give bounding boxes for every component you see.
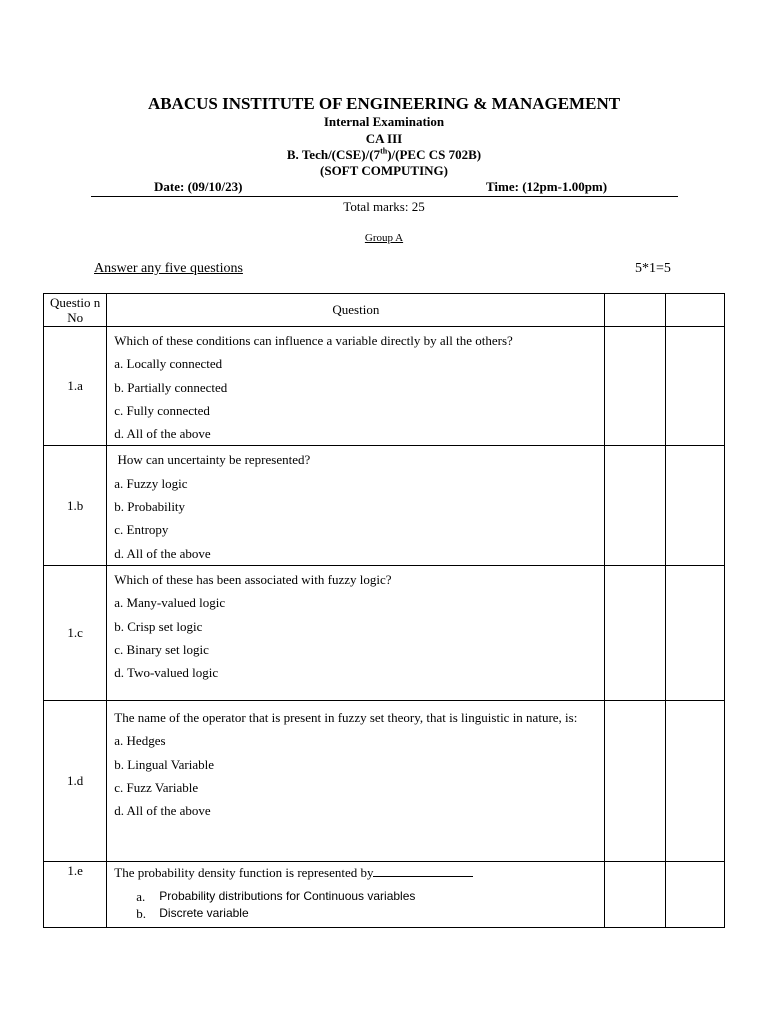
option: a. Hedges	[114, 733, 166, 749]
question-table	[43, 293, 725, 928]
marks-scheme: 5*1=5	[635, 261, 671, 276]
question-number: 1.a	[44, 327, 107, 446]
answer-cell	[605, 700, 665, 861]
option: d. All of the above	[114, 803, 211, 819]
question-number: 1.c	[44, 565, 107, 700]
question-number: 1.e	[44, 861, 107, 927]
answer-blank	[373, 864, 473, 877]
column-header-question: Question	[107, 294, 605, 327]
question-text: Which of these has been associated with fuzzy logic?	[114, 571, 392, 587]
group-label: Group A	[364, 232, 404, 244]
question-text: How can uncertainty be represented?	[114, 452, 311, 468]
column-header-blank-1	[605, 294, 665, 327]
table-header-row	[44, 294, 725, 327]
option-label: a.	[136, 888, 146, 904]
column-header-blank-2	[665, 294, 724, 327]
subject-name: (SOFT COMPUTING)	[320, 163, 448, 178]
option: a. Locally connected	[114, 356, 223, 372]
answer-cell	[605, 565, 665, 700]
option: b. Crisp set logic	[114, 618, 203, 634]
option: b. Partially connected	[114, 379, 228, 395]
answer-cell	[605, 861, 665, 927]
question-text-line	[114, 864, 604, 882]
table-row	[44, 327, 725, 446]
option	[114, 905, 604, 922]
table-row	[44, 861, 725, 927]
institute-name: ABACUS INSTITUTE OF ENGINEERING & MANAGEMENT	[147, 94, 621, 113]
table-row	[44, 446, 725, 565]
instruction-text: Answer any five questions	[94, 261, 243, 276]
question-cell	[107, 446, 605, 565]
option: c. Fully connected	[114, 402, 210, 418]
option: d. Two-valued logic	[114, 665, 219, 681]
table-row	[44, 700, 725, 861]
answer-cell	[605, 327, 665, 446]
question-number: 1.d	[44, 700, 107, 861]
option-text: Discrete variable	[159, 905, 249, 920]
question-text: Which of these conditions can influence a variable directly by all the others?	[114, 333, 513, 348]
option: a. Many-valued logic	[114, 595, 226, 611]
question-cell	[107, 700, 605, 861]
option: b. Probability	[114, 499, 186, 515]
marks-cell	[665, 861, 724, 927]
option: b. Lingual Variable	[114, 756, 215, 772]
option-list	[114, 888, 604, 922]
course-code-pre: B. Tech/(CSE)/(7	[286, 147, 381, 162]
header-divider	[91, 196, 678, 197]
course-code	[0, 147, 768, 163]
option-label: b.	[136, 905, 147, 921]
question-cell	[107, 327, 605, 446]
marks-cell	[665, 446, 724, 565]
question-text: The probability density function is represented by	[114, 864, 374, 880]
question-cell	[107, 861, 605, 927]
column-header-qno: Questio n No	[44, 294, 107, 327]
option: d. All of the above	[114, 545, 211, 561]
marks-cell	[665, 565, 724, 700]
question-number: 1.b	[44, 446, 107, 565]
option	[114, 888, 604, 905]
table-row	[44, 565, 725, 700]
answer-cell	[605, 446, 665, 565]
exam-time: Time: (12pm-1.00pm)	[486, 179, 608, 194]
total-marks: Total marks: 25	[343, 199, 425, 214]
ca-label: CA III	[365, 131, 403, 146]
question-cell	[107, 565, 605, 700]
marks-cell	[665, 327, 724, 446]
option: a. Fuzzy logic	[114, 475, 188, 491]
option-text: Probability distributions for Continuous variables	[159, 888, 416, 903]
option: c. Entropy	[114, 522, 169, 538]
course-code-post: )/(PEC CS 702B)	[387, 147, 482, 162]
exam-date: Date: (09/10/23)	[154, 179, 243, 194]
course-code-sup: th	[380, 146, 388, 156]
marks-cell	[665, 700, 724, 861]
option: c. Binary set logic	[114, 641, 209, 657]
option: d. All of the above	[114, 426, 211, 442]
option: c. Fuzz Variable	[114, 779, 199, 795]
question-text: The name of the operator that is present in fuzzy set theory, that is linguistic in nature, is:	[114, 709, 578, 725]
exam-type: Internal Examination	[323, 114, 445, 129]
